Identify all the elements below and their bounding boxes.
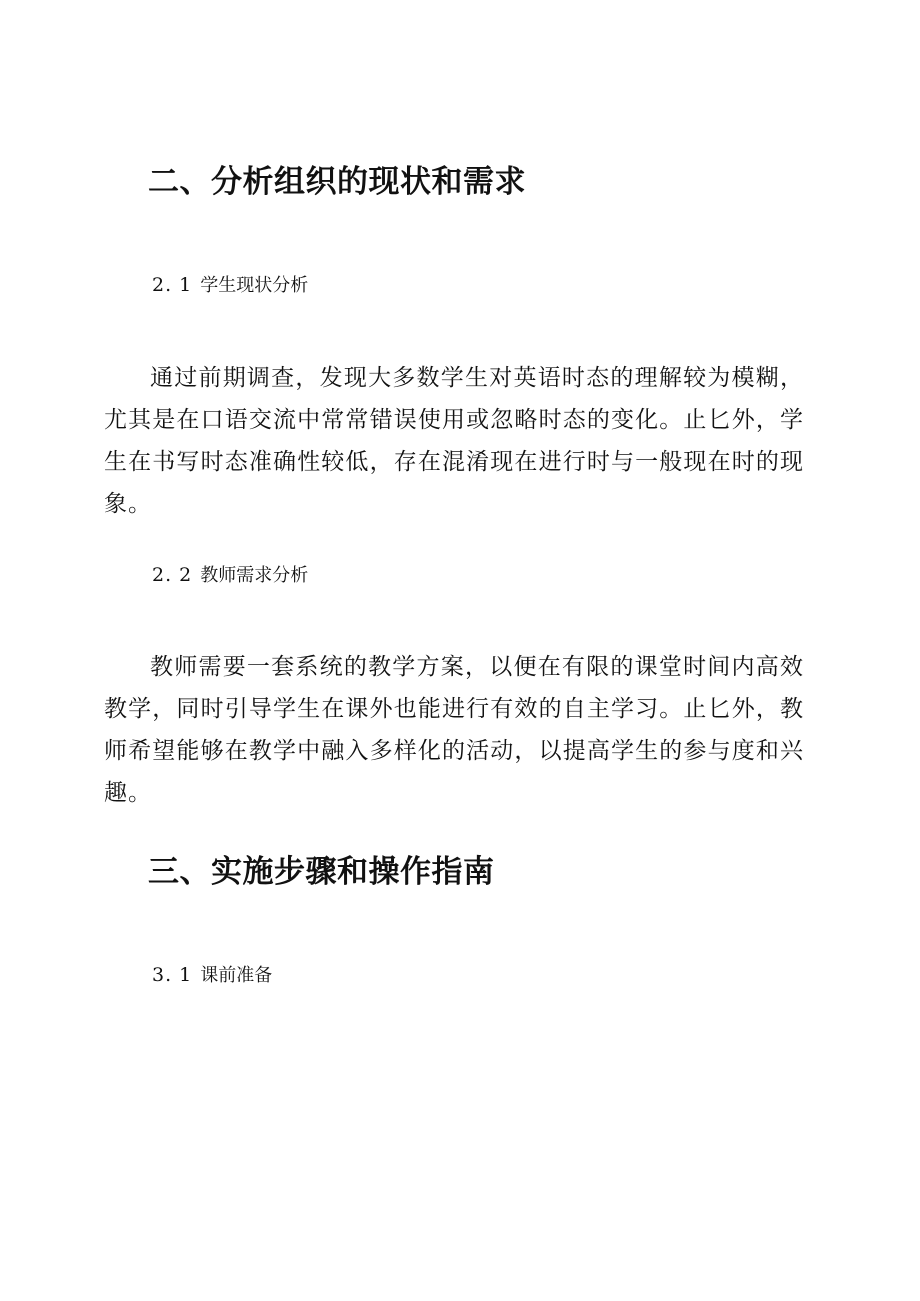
subsection-number: 2. 1	[152, 274, 193, 296]
subsection-title: 教师需求分析	[200, 565, 309, 586]
section-heading: 三、实施步骤和操作指南	[148, 854, 495, 890]
body-paragraph: 教师需要一套系统的教学方案，以便在有限的课堂时间内高效教学，同时引导学生在课外也能进行有效的自主学习。止匕外，教师希望能够在教学中融入多样化的活动，以提高学生的参与度和兴趣。	[104, 654, 804, 806]
subsection-heading	[152, 562, 308, 589]
section-heading: 二、分析组织的现状和需求	[148, 164, 526, 200]
body-paragraph: 通过前期调查，发现大多数学生对英语时态的理解较为模糊，尤其是在口语交流中常常错误使用或忽略时态的变化。止匕外，学生在书写时态准确性较低，存在混淆现在进行时与一般现在时的现象。	[104, 365, 804, 517]
subsection-number: 3. 1	[152, 964, 193, 986]
subsection-heading	[152, 272, 308, 299]
subsection-number: 2. 2	[152, 564, 193, 586]
subsection-title: 学生现状分析	[200, 275, 309, 296]
subsection-heading	[152, 962, 272, 989]
subsection-title: 课前准备	[200, 965, 273, 986]
